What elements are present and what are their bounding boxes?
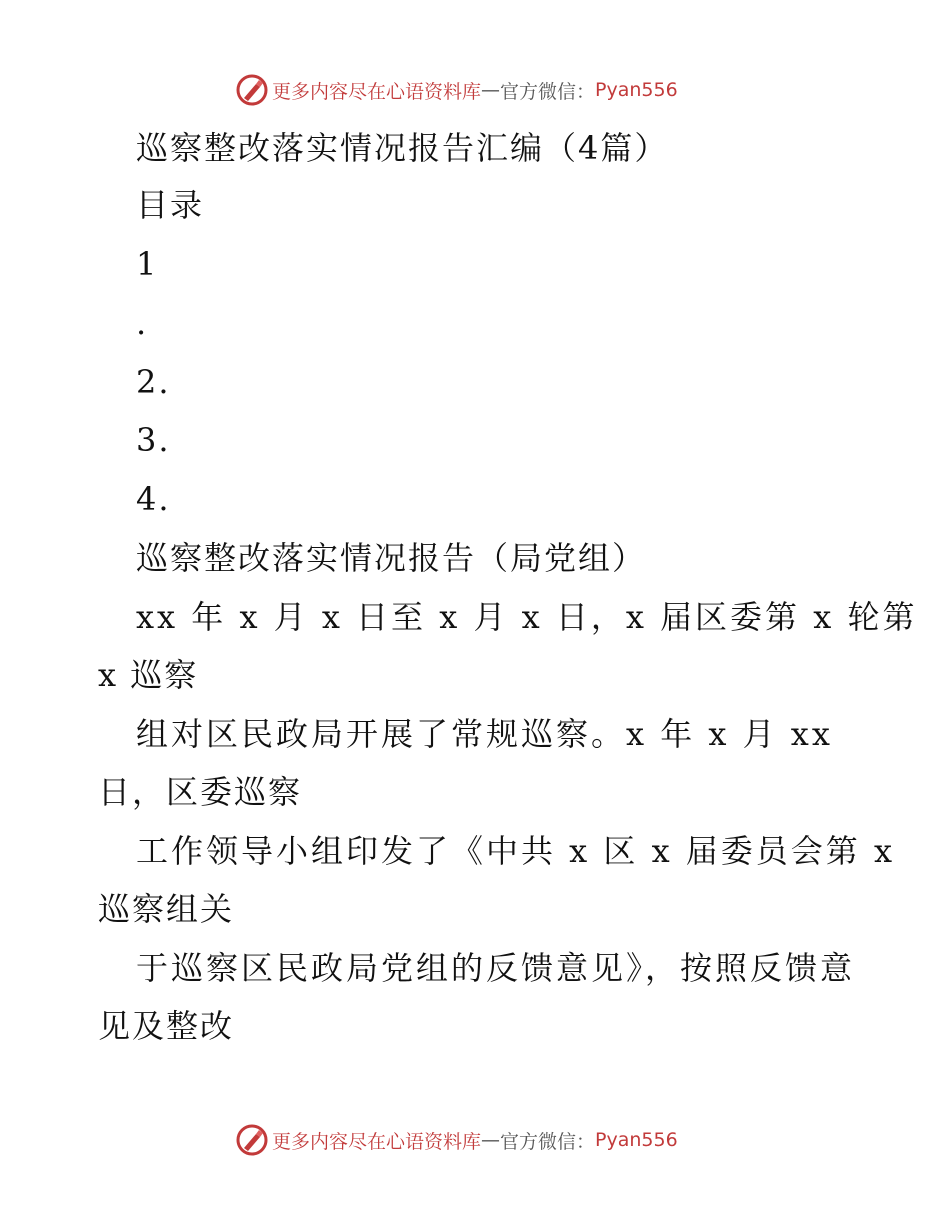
paragraph-line: xx 年 x 月 x 日至 x 月 x 日，x 届区委第 x 轮第: [136, 598, 918, 636]
watermark-dash: —: [481, 1129, 501, 1151]
watermark-contact-label: 官方微信：: [500, 80, 596, 103]
paragraph-line: 见及整改: [98, 1007, 235, 1045]
watermark-dash: —: [481, 79, 501, 101]
paragraph-line: 工作领导小组印发了《中共 x 区 x 届委员会第 x: [136, 832, 896, 870]
header-watermark: [236, 72, 678, 108]
watermark-contact-id: Pyan556: [595, 79, 678, 101]
paragraph-line: 日，区委巡察: [98, 773, 303, 811]
paragraph-line: x 巡察: [98, 656, 199, 694]
paragraph-line: 于巡察区民政局党组的反馈意见》，按照反馈意: [136, 949, 856, 987]
toc-item: 3.: [136, 421, 171, 459]
footer-watermark: [236, 1122, 678, 1158]
toc-item: 1: [136, 245, 159, 283]
paragraph-line: 巡察组关: [98, 890, 235, 928]
toc-heading: 目录: [136, 186, 205, 224]
pen-logo-icon: [236, 1124, 268, 1156]
watermark-contact-id: Pyan556: [595, 1129, 678, 1151]
section-title: 巡察整改落实情况报告（局党组）: [136, 539, 647, 577]
toc-item: .: [136, 304, 149, 342]
watermark-contact-label: 官方微信：: [500, 1130, 596, 1153]
document-title: 巡察整改落实情况报告汇编（4篇）: [136, 129, 669, 167]
pen-logo-icon: [236, 74, 268, 106]
paragraph-line: 组对区民政局开展了常规巡察。x 年 x 月 xx: [136, 715, 833, 753]
toc-item: 4.: [136, 480, 171, 518]
toc-item: 2.: [136, 363, 171, 401]
watermark-text: 更多内容尽在心语资料库: [272, 1130, 482, 1153]
watermark-text: 更多内容尽在心语资料库: [272, 80, 482, 103]
